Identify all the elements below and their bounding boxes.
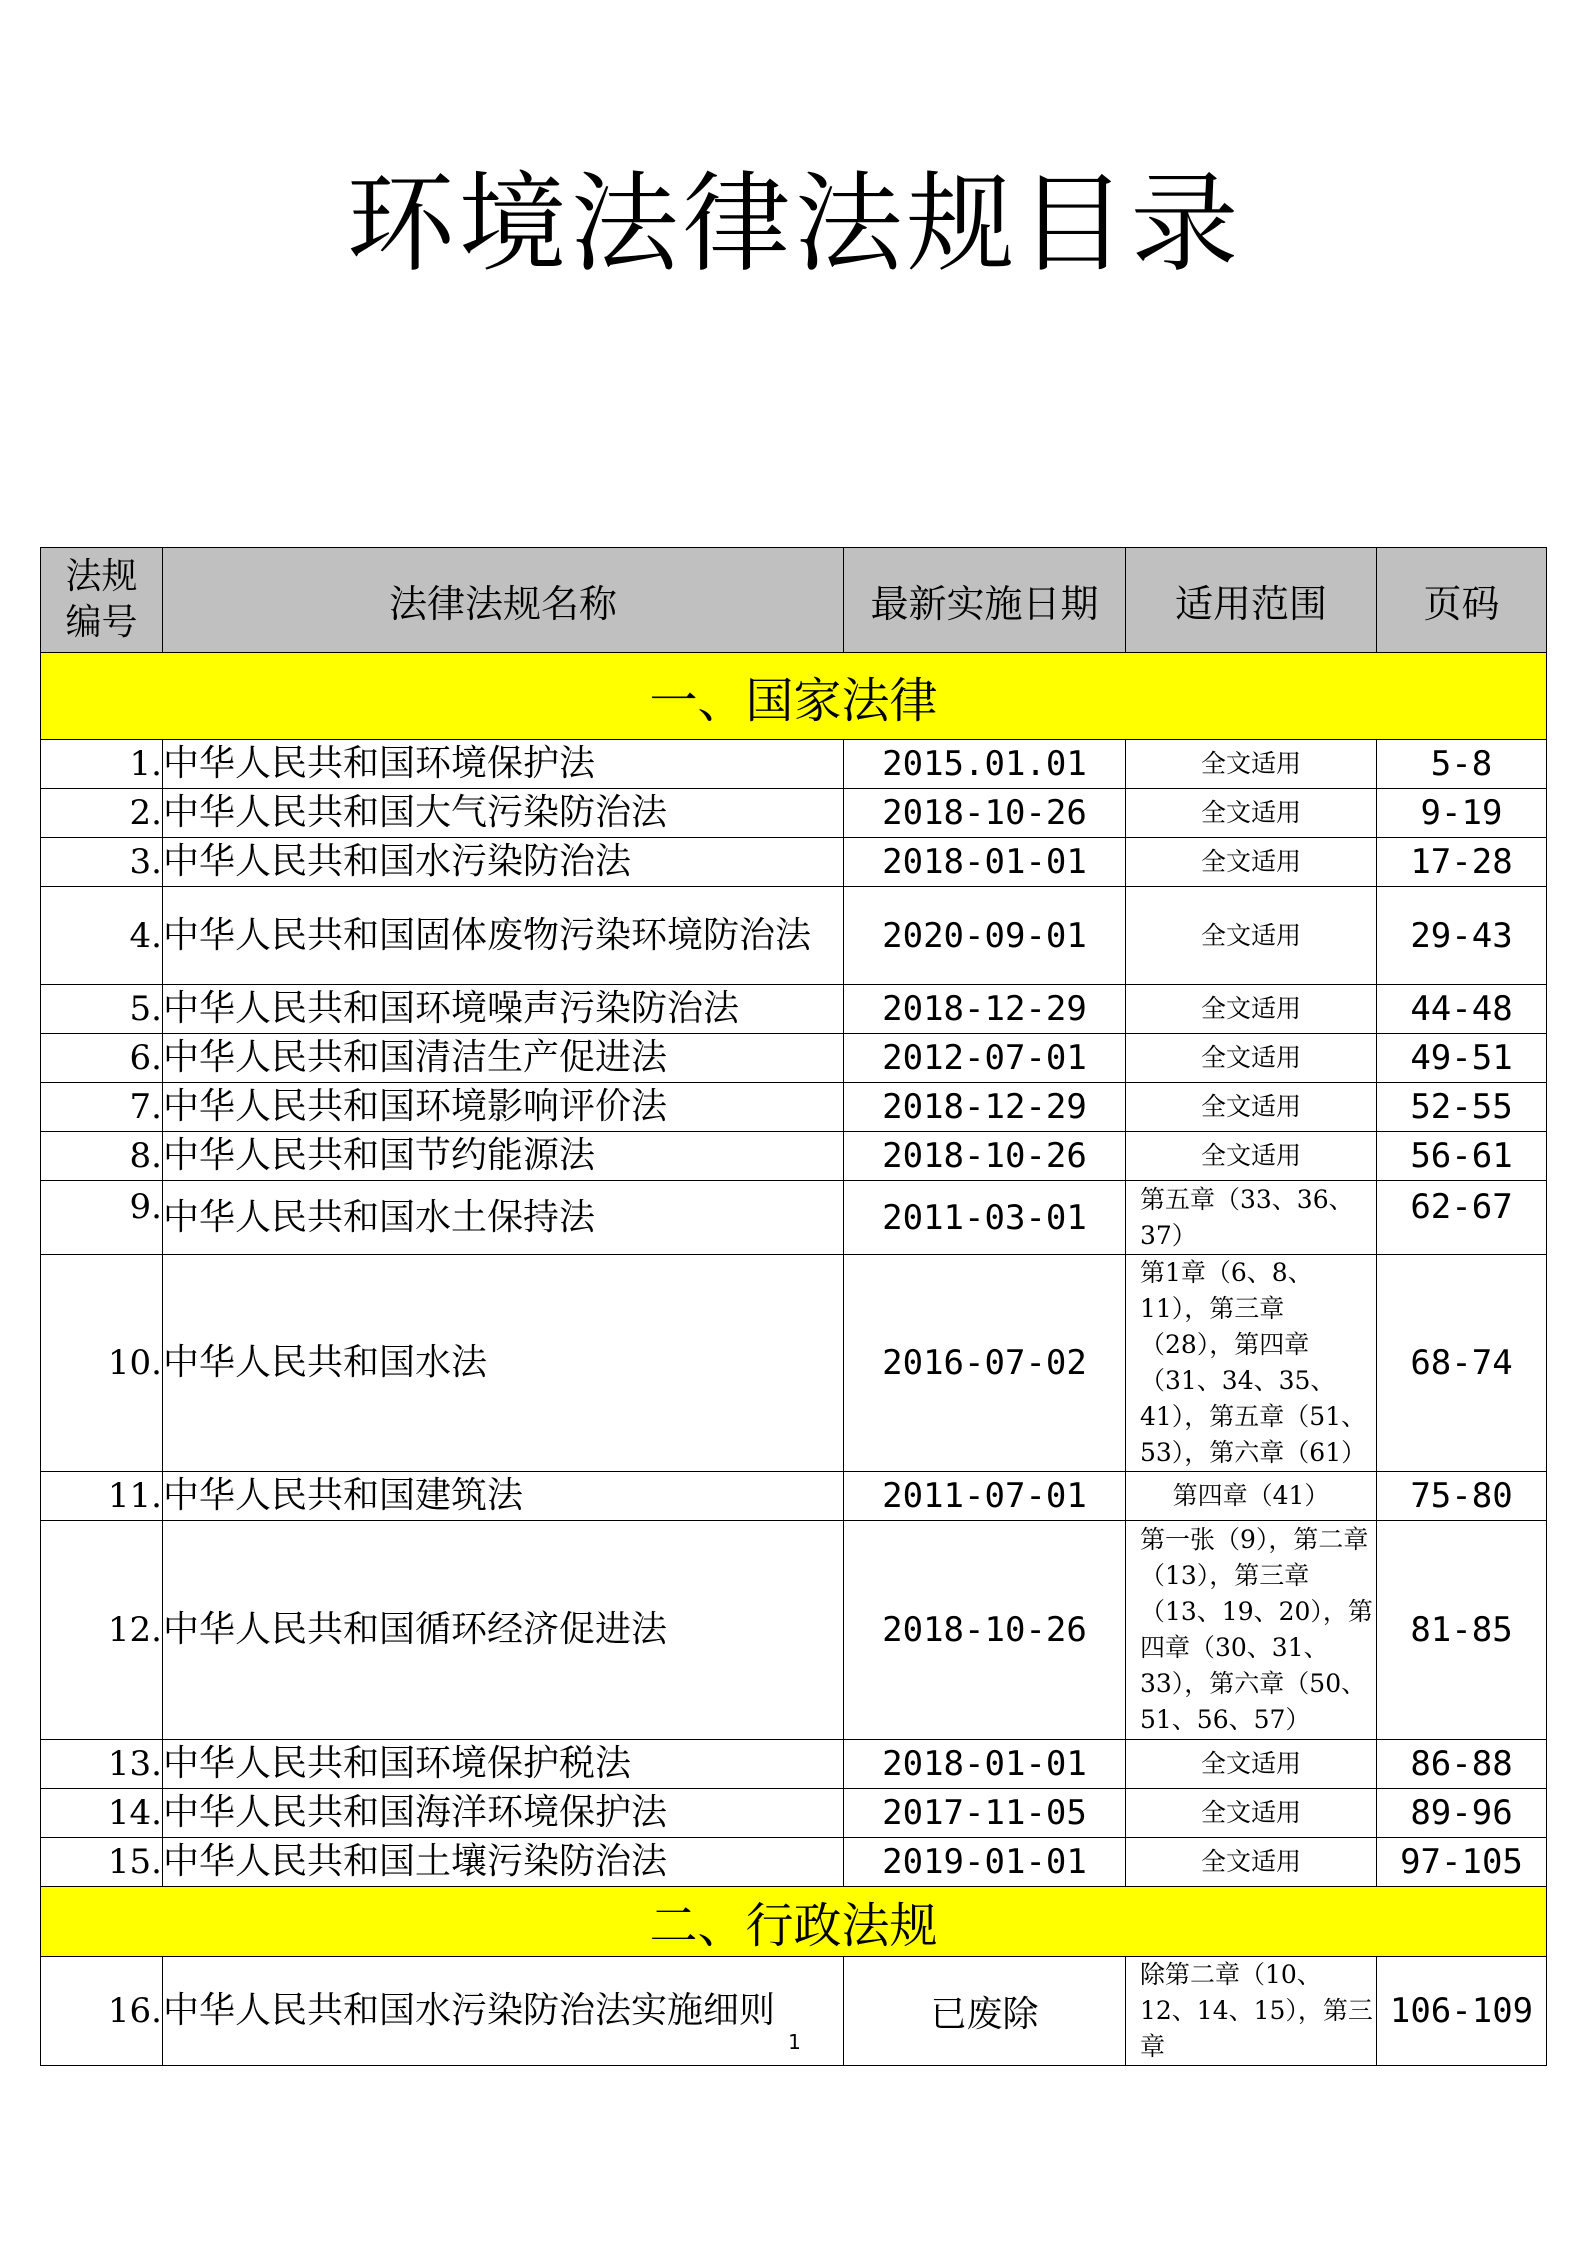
row-date: 已废除: [844, 1957, 1126, 2066]
row-name: 中华人民共和国海洋环境保护法: [163, 1789, 844, 1838]
table-row: [41, 789, 1547, 838]
row-scope: 全文适用: [1126, 985, 1377, 1034]
row-pages: 86-88: [1377, 1740, 1547, 1789]
row-name: 中华人民共和国环境噪声污染防治法: [163, 985, 844, 1034]
row-pages: 5-8: [1377, 740, 1547, 789]
row-name: 中华人民共和国水法: [163, 1255, 844, 1472]
row-name: 中华人民共和国水污染防治法实施细则: [163, 1957, 844, 2066]
row-number: 11.: [41, 1472, 163, 1521]
header-date: 最新实施日期: [844, 548, 1126, 653]
row-number: 4.: [41, 887, 163, 985]
row-date: 2018-01-01: [844, 1740, 1126, 1789]
row-pages: 75-80: [1377, 1472, 1547, 1521]
row-number: 3.: [41, 838, 163, 887]
row-pages: 9-19: [1377, 789, 1547, 838]
row-scope: 全文适用: [1126, 838, 1377, 887]
table-row: [41, 1132, 1547, 1181]
row-scope: 第1章（6、8、11），第三章（28），第四章（31、34、35、41），第五章（51、53），第六章（61）: [1126, 1255, 1377, 1472]
row-scope: 全文适用: [1126, 1740, 1377, 1789]
row-name: 中华人民共和国循环经济促进法: [163, 1521, 844, 1740]
row-pages: 29-43: [1377, 887, 1547, 985]
section-heading: 二、行政法规: [41, 1887, 1547, 1957]
table-row: [41, 838, 1547, 887]
row-name: 中华人民共和国环境保护法: [163, 740, 844, 789]
row-pages: 17-28: [1377, 838, 1547, 887]
row-scope: 全文适用: [1126, 740, 1377, 789]
row-scope: 全文适用: [1126, 789, 1377, 838]
row-name: 中华人民共和国土壤污染防治法: [163, 1838, 844, 1887]
page-number: 1: [788, 2030, 801, 2054]
table-row: [41, 1083, 1547, 1132]
row-scope: 全文适用: [1126, 1034, 1377, 1083]
table-row: [41, 985, 1547, 1034]
row-pages: 56-61: [1377, 1132, 1547, 1181]
row-pages: 62-67: [1377, 1181, 1547, 1255]
row-number: 7.: [41, 1083, 163, 1132]
row-number: 10.: [41, 1255, 163, 1472]
row-date: 2018-10-26: [844, 789, 1126, 838]
table-row: [41, 1181, 1547, 1255]
header-scope: 适用范围: [1126, 548, 1377, 653]
row-date: 2019-01-01: [844, 1838, 1126, 1887]
row-number: 16.: [41, 1957, 163, 2066]
row-pages: 106-109: [1377, 1957, 1547, 2066]
row-scope: 全文适用: [1126, 1132, 1377, 1181]
table-row: [41, 887, 1547, 985]
row-number: 13.: [41, 1740, 163, 1789]
row-scope: 全文适用: [1126, 1083, 1377, 1132]
row-number: 12.: [41, 1521, 163, 1740]
row-name: 中华人民共和国固体废物污染环境防治法: [163, 887, 844, 985]
row-pages: 49-51: [1377, 1034, 1547, 1083]
row-date: 2012-07-01: [844, 1034, 1126, 1083]
row-pages: 81-85: [1377, 1521, 1547, 1740]
row-number: 5.: [41, 985, 163, 1034]
row-pages: 52-55: [1377, 1083, 1547, 1132]
row-name: 中华人民共和国大气污染防治法: [163, 789, 844, 838]
row-number: 14.: [41, 1789, 163, 1838]
row-pages: 97-105: [1377, 1838, 1547, 1887]
row-date: 2020-09-01: [844, 887, 1126, 985]
row-scope: 全文适用: [1126, 887, 1377, 985]
row-date: 2011-07-01: [844, 1472, 1126, 1521]
row-date: 2015.01.01: [844, 740, 1126, 789]
row-date: 2016-07-02: [844, 1255, 1126, 1472]
header-pages: 页码: [1377, 548, 1547, 653]
row-scope: 全文适用: [1126, 1789, 1377, 1838]
row-name: 中华人民共和国环境影响评价法: [163, 1083, 844, 1132]
row-date: 2011-03-01: [844, 1181, 1126, 1255]
row-name: 中华人民共和国清洁生产促进法: [163, 1034, 844, 1083]
row-name: 中华人民共和国建筑法: [163, 1472, 844, 1521]
table-header-row: [41, 548, 1547, 653]
row-number: 1.: [41, 740, 163, 789]
row-date: 2017-11-05: [844, 1789, 1126, 1838]
row-scope: 第五章（33、36、37）: [1126, 1181, 1377, 1255]
header-name: 法律法规名称: [163, 548, 844, 653]
row-name: 中华人民共和国节约能源法: [163, 1132, 844, 1181]
row-date: 2018-12-29: [844, 985, 1126, 1034]
section-heading-row: [41, 1887, 1547, 1957]
header-number: 法规 编号: [41, 548, 163, 653]
row-name: 中华人民共和国水污染防治法: [163, 838, 844, 887]
row-scope: 第四章（41）: [1126, 1472, 1377, 1521]
row-date: 2018-10-26: [844, 1521, 1126, 1740]
section-heading: 一、国家法律: [41, 653, 1547, 740]
row-scope: 除第二章（10、12、14、15），第三章: [1126, 1957, 1377, 2066]
row-name: 中华人民共和国环境保护税法: [163, 1740, 844, 1789]
row-date: 2018-01-01: [844, 838, 1126, 887]
row-scope: 第一张（9），第二章（13），第三章（13、19、20），第四章（30、31、33），第六章（50、51、56、57）: [1126, 1521, 1377, 1740]
table-row: [41, 1255, 1547, 1472]
row-number: 9.: [41, 1181, 163, 1255]
row-pages: 68-74: [1377, 1255, 1547, 1472]
row-number: 6.: [41, 1034, 163, 1083]
table-row: [41, 1740, 1547, 1789]
row-date: 2018-10-26: [844, 1132, 1126, 1181]
row-date: 2018-12-29: [844, 1083, 1126, 1132]
row-scope: 全文适用: [1126, 1838, 1377, 1887]
table-row: [41, 740, 1547, 789]
row-pages: 44-48: [1377, 985, 1547, 1034]
table-row: [41, 1034, 1547, 1083]
row-number: 8.: [41, 1132, 163, 1181]
row-name: 中华人民共和国水土保持法: [163, 1181, 844, 1255]
table-row: [41, 1789, 1547, 1838]
table-row: [41, 1521, 1547, 1740]
row-number: 2.: [41, 789, 163, 838]
row-number: 15.: [41, 1838, 163, 1887]
section-heading-row: [41, 653, 1547, 740]
row-pages: 89-96: [1377, 1789, 1547, 1838]
table-row: [41, 1472, 1547, 1521]
regulations-table: [40, 547, 1547, 2066]
table-row: [41, 1838, 1547, 1887]
page-title: 环境法律法规目录: [346, 162, 1243, 287]
